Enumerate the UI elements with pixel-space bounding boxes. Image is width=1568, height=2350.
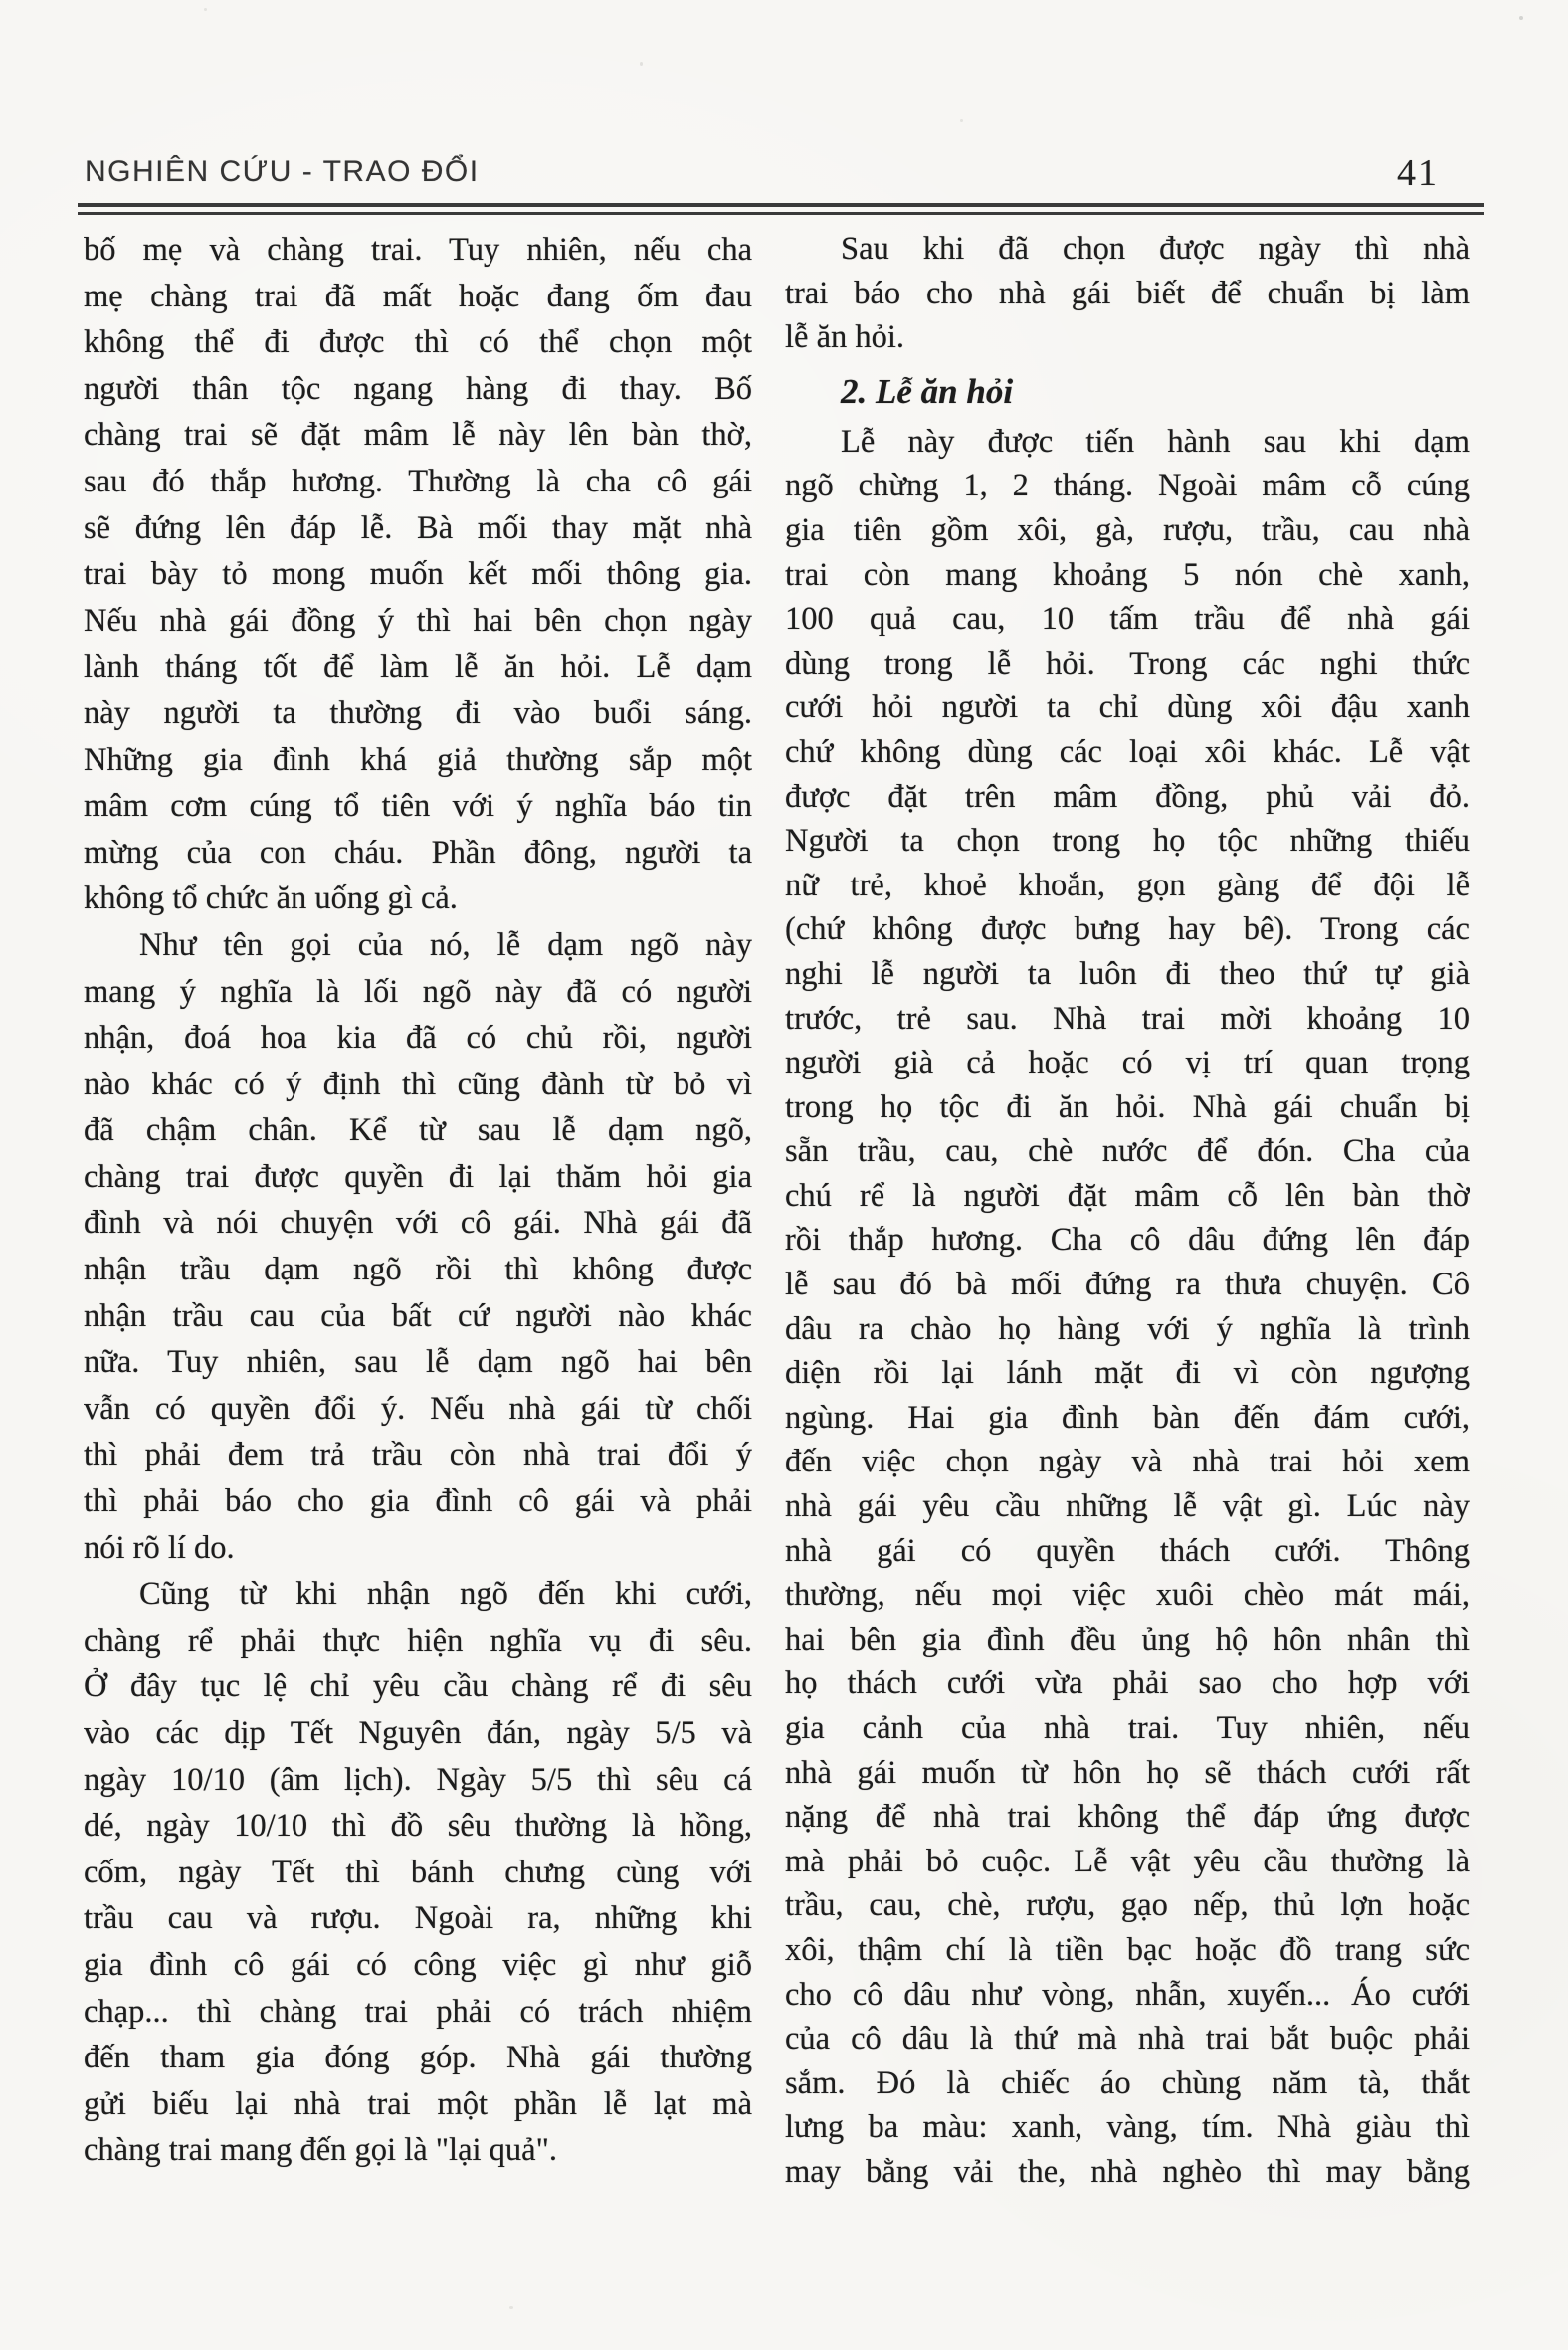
text-line: Như tên gọi của nó, lễ dạm ngõ này [139, 926, 752, 963]
text-line: sẽ đứng lên đáp lễ. Bà mối thay mặt nhà [84, 509, 752, 546]
text-line: mâm cơm cúng tổ tiên với ý nghĩa báo tin [84, 788, 752, 825]
text-line: Lễ này được tiến hành sau khi dạm [841, 423, 1470, 460]
text-line: nói rõ lí do. [84, 1529, 235, 1566]
running-header-title: NGHIÊN CỨU - TRAO ĐỔI [85, 155, 480, 188]
text-line: trầu, cau, chè, rượu, gạo nếp, thủ lợn hoặc [785, 1887, 1470, 1924]
text-line: trai báo cho nhà gái biết để chuẩn bị làm [785, 275, 1470, 311]
text-line: chú rể là người đặt mâm cỗ lên bàn thờ [785, 1177, 1470, 1214]
section-heading: 2. Lễ ăn hỏi [841, 371, 1014, 411]
text-line: Nếu nhà gái đồng ý thì hai bên chọn ngày [84, 602, 752, 639]
text-line: nhận trầu cau của bất cứ người nào khác [84, 1297, 752, 1334]
right-column [785, 227, 1470, 2195]
text-line: trầu cau và rượu. Ngoài ra, những khi [84, 1900, 752, 1937]
text-line: sẵn trầu, cau, chè nước để đón. Cha của [785, 1133, 1470, 1170]
text-line: người thân tộc ngang hàng đi thay. Bố [84, 370, 752, 407]
text-line: vào các dịp Tết Nguyên đán, ngày 5/5 và [84, 1715, 752, 1751]
text-line: trai bày tỏ mong muốn kết mối thông gia. [84, 556, 752, 593]
text-line: nhà gái có quyền thách cưới. Thông [785, 1532, 1470, 1569]
text-line: lễ ăn hỏi. [785, 319, 905, 356]
text-line: cho cô dâu như vòng, nhẫn, xuyến... Áo cưới [785, 1976, 1470, 2013]
scan-speck [960, 119, 963, 122]
text-line: đình và nói chuyện với cô gái. Nhà gái đã [84, 1205, 752, 1242]
text-line: nặng để nhà trai không thể đáp ứng được [785, 1799, 1470, 1836]
text-line: mừng của con cháu. Phần đông, người ta [84, 834, 752, 871]
left-column [84, 227, 752, 2174]
text-line: thì phải đem trả trầu còn nhà trai đổi ý [84, 1437, 752, 1473]
text-line: thì phải báo cho gia đình cô gái và phải [84, 1483, 752, 1520]
text-line: nữ trẻ, khoẻ khoắn, gọn gàng để đội lễ [785, 867, 1470, 903]
text-line: bố mẹ và chàng trai. Tuy nhiên, nếu cha [84, 232, 752, 268]
text-line: chàng rể phải thực hiện nghĩa vụ đi sêu. [84, 1622, 752, 1659]
text-line: mang ý nghĩa là lối ngõ này đã có người [84, 973, 752, 1010]
text-line: lễ sau đó bà mối đứng ra thưa chuyện. Cô [785, 1267, 1470, 1303]
text-line: đến việc chọn ngày và nhà trai hỏi xem [785, 1444, 1470, 1480]
text-line: lưng ba màu: xanh, vàng, tím. Nhà giàu thì [785, 2109, 1470, 2146]
text-line: dé, ngày 10/10 thì đồ sêu thường là hồng, [84, 1808, 752, 1845]
text-line: Ở đây tục lệ chỉ yêu cầu chàng rể đi sêu [84, 1668, 752, 1705]
text-line: trai còn mang khoảng 5 nón chè xanh, [785, 556, 1470, 593]
text-line: gửi biếu lại nhà trai một phần lễ lạt mà [84, 2085, 752, 2122]
text-line: nữa. Tuy nhiên, sau lễ dạm ngõ hai bên [84, 1344, 752, 1381]
text-line: ngùng. Hai gia đình bàn đến đám cưới, [785, 1399, 1470, 1436]
text-line: 100 quả cau, 10 tấm trầu để nhà gái [785, 601, 1470, 638]
text-line: vẫn có quyền đổi ý. Nếu nhà gái từ chối [84, 1390, 752, 1427]
text-line: Những gia đình khá giả thường sắp một [84, 741, 752, 778]
text-line: họ thách cưới vừa phải sao cho hợp với [785, 1665, 1470, 1702]
text-line: người già cả hoặc có vị trí quan trọng [785, 1045, 1470, 1081]
text-line: gia đình cô gái có công việc gì như giỗ [84, 1946, 752, 1983]
text-line: ngày 10/10 (âm lịch). Ngày 5/5 thì sêu cá [84, 1761, 752, 1798]
text-line: gia tiên gồm xôi, gà, rượu, trầu, cau nhà [785, 511, 1470, 548]
text-line: chàng trai sẽ đặt mâm lễ này lên bàn thờ, [84, 417, 752, 454]
text-line: hai bên gia đình đều ủng hộ hôn nhân thì [785, 1621, 1470, 1658]
text-line: lành tháng tốt để làm lễ ăn hỏi. Lễ dạm [84, 649, 752, 685]
text-line: thường, nếu mọi việc xuôi chèo mát mái, [785, 1577, 1470, 1614]
text-line: chàng trai mang đến gọi là "lại quả". [84, 2132, 557, 2169]
text-line: mà phải bỏ cuộc. Lễ vật yêu cầu thường là [785, 1843, 1470, 1879]
text-line: được đặt trên mâm đồng, phủ vải đỏ. [785, 778, 1470, 815]
text-line: (chứ không được bưng hay bê). Trong các [785, 911, 1470, 948]
text-line: cốm, ngày Tết thì bánh chưng cùng với [84, 1854, 752, 1890]
text-line: ngõ chừng 1, 2 tháng. Ngoài mâm cỗ cúng [785, 468, 1470, 504]
text-line: mẹ chàng trai đã mất hoặc đang ốm đau [84, 278, 752, 314]
text-line: dâu ra chào họ hàng với ý nghĩa là trình [785, 1310, 1470, 1347]
text-line: cưới hỏi người ta chỉ dùng xôi đậu xanh [785, 689, 1470, 726]
text-line: nhận, đoá hoa kia đã có chủ rồi, người [84, 1020, 752, 1057]
text-line: đã chậm chân. Kể từ sau lễ dạm ngõ, [84, 1112, 752, 1149]
scan-speck [204, 8, 207, 11]
text-line: chạp... thì chàng trai phải có trách nhiệm [84, 1993, 752, 2030]
text-line: rồi thắp hương. Cha cô dâu đứng lên đáp [785, 1222, 1470, 1259]
text-line: Cũng từ khi nhận ngõ đến khi cưới, [139, 1576, 752, 1613]
text-line: nhà gái yêu cầu những lễ vật gì. Lúc này [785, 1488, 1470, 1525]
text-line: dùng trong lễ hỏi. Trong các nghi thức [785, 645, 1470, 682]
text-line: diện rồi lại lánh mặt đi vì còn ngượng [785, 1355, 1470, 1392]
scan-speck [509, 2306, 513, 2309]
header-double-rule [78, 203, 1484, 215]
text-line: Người ta chọn trong họ tộc những thiếu [785, 823, 1470, 860]
scan-speck [1519, 16, 1523, 20]
text-line: trước, trẻ sau. Nhà trai mời khoảng 10 [785, 1000, 1470, 1037]
text-line: của cô dâu là thứ mà nhà trai bắt buộc phải [785, 2021, 1470, 2057]
text-line: nhận trầu dạm ngõ rồi thì không được [84, 1252, 752, 1288]
text-line: chứ không dùng các loại xôi khác. Lễ vật [785, 733, 1470, 770]
text-line: đến tham gia đóng góp. Nhà gái thường [84, 2040, 752, 2076]
text-line: may bằng vải the, nhà nghèo thì may bằng [785, 2153, 1470, 2190]
text-line: sau đó thắp hương. Thường là cha cô gái [84, 463, 752, 499]
page-number: 41 [1397, 152, 1439, 194]
text-line: nào khác có ý định thì cũng đành từ bỏ vì [84, 1066, 752, 1102]
text-line: này người ta thường đi vào buổi sáng. [84, 694, 752, 731]
text-line: không thể đi được thì có thể chọn một [84, 324, 752, 361]
text-line: chàng trai được quyền đi lại thăm hỏi gia [84, 1158, 752, 1195]
text-line: Sau khi đã chọn được ngày thì nhà [841, 231, 1470, 267]
scan-speck [640, 62, 643, 66]
text-line: không tổ chức ăn uống gì cả. [84, 881, 458, 917]
text-line: sắm. Đó là chiếc áo chùng năm tà, thắt [785, 2064, 1470, 2101]
text-line: xôi, thậm chí là tiền bạc hoặc đồ trang sức [785, 1931, 1470, 1968]
text-line: gia cảnh của nhà trai. Tuy nhiên, nếu [785, 1710, 1470, 1746]
text-line: nghi lễ người ta luôn đi theo thứ tự già [785, 955, 1470, 992]
text-line: trong họ tộc đi ăn hỏi. Nhà gái chuẩn bị [785, 1088, 1470, 1125]
text-line: nhà gái muốn từ hôn họ sẽ thách cưới rất [785, 1754, 1470, 1791]
